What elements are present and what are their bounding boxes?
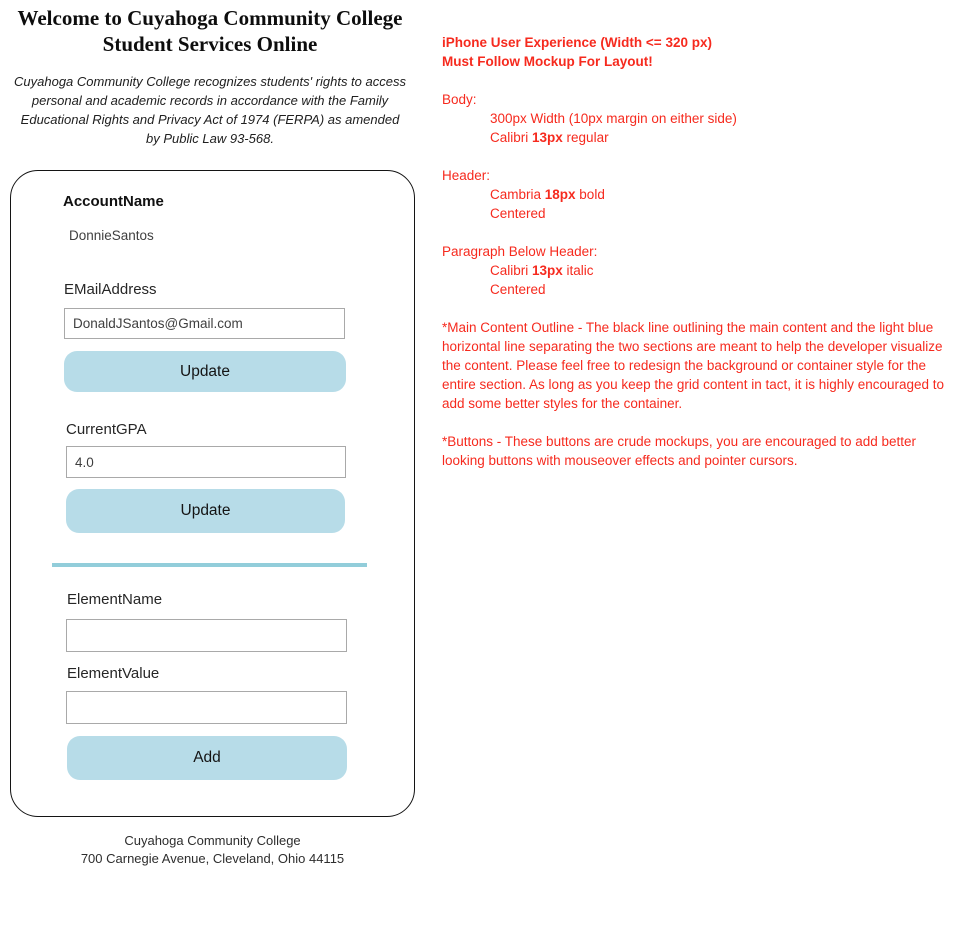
- annotation-text-bold: 13px: [532, 130, 563, 145]
- annotation-block: [442, 90, 954, 147]
- annotation-text: italic: [562, 263, 594, 278]
- ferpa-intro-paragraph: Cuyahoga Community College recognizes students' rights to access personal and academic records in accordance with the Family Educational Rights and Privacy Act of 1974 (FERPA) as amended by Public Law 93-568.: [14, 74, 406, 146]
- annotation-text: regular: [562, 130, 609, 145]
- footer: [10, 832, 415, 868]
- annotation-text-bold: iPhone User Experience (Width <= 320 px): [442, 35, 712, 50]
- annotation-block: [442, 166, 954, 223]
- annotation-block: [442, 318, 954, 413]
- account-name-label: AccountName: [63, 193, 164, 210]
- annotation-block: [442, 432, 954, 470]
- add-button[interactable]: Add: [67, 736, 347, 780]
- annotation-text: Centered: [490, 282, 546, 297]
- annotation-text-bold: 13px: [532, 263, 563, 278]
- update-email-button[interactable]: Update: [64, 351, 346, 392]
- account-name-value: DonnieSantos: [69, 228, 154, 243]
- annotation-text-bold: Must Follow Mockup For Layout!: [442, 54, 653, 69]
- annotation-text: Calibri: [490, 263, 533, 278]
- update-gpa-button[interactable]: Update: [66, 489, 345, 533]
- element-name-input[interactable]: [66, 619, 347, 652]
- footer-address: 700 Carnegie Avenue, Cleveland, Ohio 44115: [80, 851, 345, 866]
- annotation-text: Calibri: [490, 130, 533, 145]
- annotation-line: [442, 261, 954, 280]
- annotation-line: [442, 90, 954, 109]
- element-name-label: ElementName: [67, 591, 163, 608]
- footer-college-name: Cuyahoga Community College: [124, 833, 301, 848]
- email-input[interactable]: [64, 308, 345, 339]
- element-value-label: ElementValue: [67, 665, 160, 682]
- section-divider: [52, 563, 367, 567]
- page-title: Welcome to Cuyahoga Community College Student Services Online: [17, 6, 403, 56]
- annotation-line: [442, 280, 954, 299]
- annotation-line: [442, 242, 954, 261]
- annotation-text: bold: [575, 187, 605, 202]
- annotation-line: [442, 128, 954, 147]
- main-content-card: [10, 170, 415, 817]
- gpa-input[interactable]: [66, 446, 346, 478]
- annotation-text-bold: 18px: [544, 187, 576, 202]
- annotation-line: [442, 166, 954, 185]
- annotation-line: [442, 204, 954, 223]
- annotation-block: [442, 242, 954, 299]
- annotation-text: Paragraph Below Header:: [442, 244, 598, 259]
- email-label: EMailAddress: [64, 281, 157, 298]
- annotation-text: *Buttons - These buttons are crude mockups, you are encouraged to add better looking buttons with mouseover effects and pointer cursors.: [442, 434, 917, 468]
- annotation-line: [442, 33, 954, 52]
- annotation-text: Header:: [442, 168, 491, 183]
- annotation-block: [442, 33, 954, 71]
- annotation-text: Body:: [442, 92, 477, 107]
- annotation-panel: [442, 33, 954, 489]
- annotation-text: 300px Width (10px margin on either side): [490, 111, 737, 126]
- annotation-text: *Main Content Outline - The black line outlining the main content and the light blue horizontal line separating the two sections are meant to help the developer visualize the content. Please feel free to redesign the background or container style for the entire section. As long as you keep the grid content in tact, it is highly encouraged to add some better styles for the container.: [442, 320, 945, 411]
- annotation-text: Cambria: [490, 187, 545, 202]
- annotation-line: [442, 318, 954, 413]
- annotation-line: [442, 52, 954, 71]
- element-value-input[interactable]: [66, 691, 347, 724]
- annotation-line: [442, 109, 954, 128]
- header-section: [0, 0, 420, 148]
- gpa-label: CurrentGPA: [66, 421, 147, 438]
- annotation-line: [442, 185, 954, 204]
- annotation-text: Centered: [490, 206, 546, 221]
- annotation-line: [442, 432, 954, 470]
